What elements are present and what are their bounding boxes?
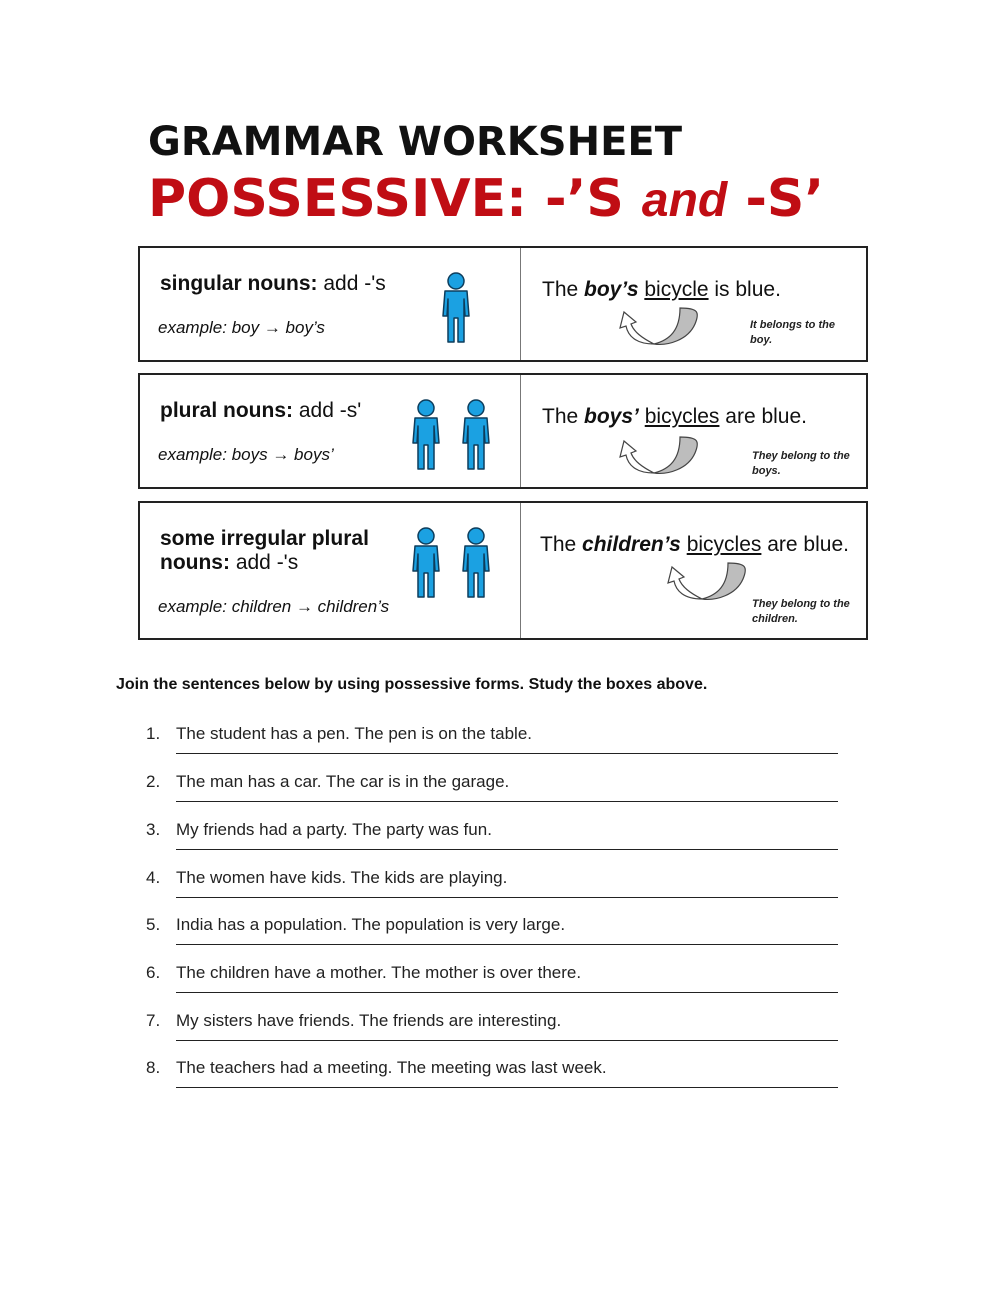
belongs-note: They belong to the boys.: [752, 450, 850, 477]
exercise-number: 2.: [146, 772, 161, 791]
curved-arrow-icon: [610, 306, 705, 348]
subtitle-main: POSSESSIVE: -’S: [148, 169, 642, 229]
exercise-prompt: India has a population. The population is very large.: [176, 915, 566, 934]
rule-box-plural: [138, 373, 868, 489]
rule-label-bold: singular nouns:: [160, 272, 318, 295]
person-icon: [460, 399, 492, 471]
answer-line[interactable]: [176, 753, 838, 754]
sentence-possessive: children’s: [582, 533, 681, 556]
sentence-possessive: boy’s: [584, 278, 639, 301]
exercise-number: 3.: [146, 820, 161, 839]
answer-line[interactable]: [176, 1087, 838, 1088]
exercise-number: 6.: [146, 963, 161, 982]
worksheet-title: GRAMMAR WORKSHEET: [148, 119, 683, 165]
sentence-possessive: boys’: [584, 405, 639, 428]
exercise-prompt: The women have kids. The kids are playing.: [176, 868, 508, 887]
rule-example: example: boy → boy’s: [158, 318, 325, 337]
sentence-post: is blue.: [708, 278, 781, 301]
curved-arrow-icon: [610, 435, 705, 477]
subtitle-end: -S’: [727, 169, 825, 229]
sentence-possessed: bicycles: [686, 533, 762, 556]
rule-box-singular: [138, 246, 868, 362]
rule-label-rest: add -s': [293, 399, 362, 422]
person-icon: [440, 272, 472, 344]
answer-line[interactable]: [176, 992, 838, 993]
sentence-pre: The: [542, 405, 585, 428]
sentence-possessed: bicycle: [644, 278, 709, 301]
subtitle-and: and: [641, 174, 728, 227]
exercise-number: 1.: [146, 724, 161, 743]
exercise-prompt: My sisters have friends. The friends are interesting.: [176, 1011, 562, 1030]
sentence-possessed: bicycles: [644, 405, 720, 428]
sentence-pre: The: [542, 278, 585, 301]
answer-line[interactable]: [176, 944, 838, 945]
rule-box-irregular-plural: [138, 501, 868, 640]
instructions: Join the sentences below by using possessive forms. Study the boxes above.: [116, 676, 708, 693]
person-icon: [460, 527, 492, 599]
exercise-number: 4.: [146, 868, 161, 887]
example-sentence: [542, 276, 852, 304]
exercise-prompt: The student has a pen. The pen is on the table.: [176, 724, 532, 743]
exercise-number: 7.: [146, 1011, 161, 1030]
person-icon: [410, 527, 442, 599]
rule-title: [160, 272, 420, 296]
rule-example: example: boys → boys’: [158, 445, 334, 464]
answer-line[interactable]: [176, 801, 838, 802]
rule-label-bold: some irregular plural nouns:: [160, 527, 369, 574]
rule-title: [160, 527, 410, 575]
rule-divider: [520, 248, 521, 360]
rule-label-rest: add -'s: [229, 551, 299, 574]
exercise-prompt: The man has a car. The car is in the garage.: [176, 772, 510, 791]
exercise-prompt: The children have a mother. The mother is over there.: [176, 963, 582, 982]
example-sentence: [540, 531, 850, 559]
rule-divider: [520, 375, 521, 487]
answer-line[interactable]: [176, 1040, 838, 1041]
person-icon: [410, 399, 442, 471]
rule-title: [160, 399, 420, 423]
sentence-pre: The: [540, 533, 583, 556]
rule-divider: [520, 503, 521, 638]
exercise-prompt: My friends had a party. The party was fun.: [176, 820, 492, 839]
curved-arrow-icon: [658, 561, 753, 603]
answer-line[interactable]: [176, 897, 838, 898]
rule-label-bold: plural nouns:: [160, 399, 293, 422]
rule-example: example: children → children’s: [158, 597, 390, 616]
worksheet-subtitle: [148, 168, 824, 232]
answer-line[interactable]: [176, 849, 838, 850]
exercise-number: 5.: [146, 915, 161, 934]
exercise-prompt: The teachers had a meeting. The meeting was last week.: [176, 1058, 607, 1077]
sentence-post: are blue.: [719, 405, 807, 428]
rule-label-rest: add -'s: [317, 272, 386, 295]
exercise-number: 8.: [146, 1058, 161, 1077]
belongs-note: It belongs to the boy.: [750, 319, 835, 346]
sentence-post: are blue.: [761, 533, 849, 556]
belongs-note: They belong to the children.: [752, 598, 850, 625]
example-sentence: [542, 403, 862, 431]
